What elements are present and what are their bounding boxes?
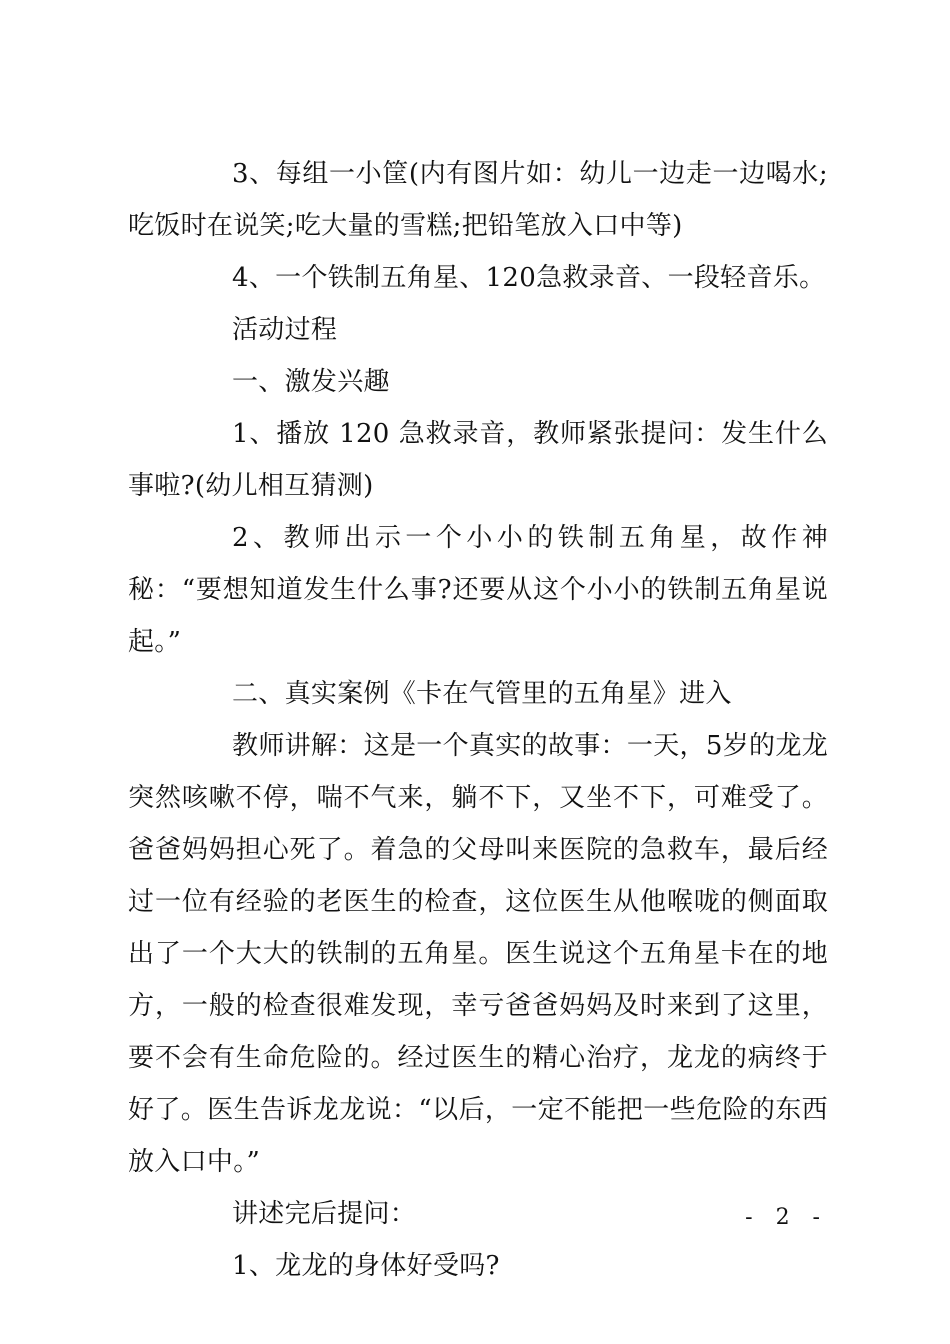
paragraph-step-2: 2、教师出示一个小小的铁制五角星，故作神秘：“要想知道发生什么事?还要从这个小小的铁制五角星说起。”	[128, 523, 828, 657]
page-number: - 2 -	[745, 1205, 828, 1230]
paragraph-questions-intro: 讲述完后提问：	[232, 1199, 417, 1229]
section-heading-part-one: 一、激发兴趣	[232, 367, 390, 397]
section-heading-part-two: 二、真实案例《卡在气管里的五角星》进入	[232, 679, 732, 709]
section-heading-activity-process: 活动过程	[232, 315, 338, 345]
paragraph-materials-3: 3、每组一小筐(内有图片如：幼儿一边走一边喝水;吃饭时在说笑;吃大量的雪糕;把铅笔放入口中等)	[128, 159, 828, 241]
paragraph-story: 教师讲解：这是一个真实的故事：一天，5岁的龙龙突然咳嗽不停，喘不气来，躺不下，又坐不下，可难受了。爸爸妈妈担心死了。着急的父母叫来医院的急救车，最后经过一位有经验的老医生的检查，这位医生从他喉咙的侧面取出了一个大大的铁制的五角星。医生说这个五角星卡在的地方，一般的检查很难发现，幸亏爸爸妈妈及时来到了这里，要不会有生命危险的。经过医生的精心治疗，龙龙的病终于好了。医生告诉龙龙说：“以后，一定不能把一些危险的东西放入口中。”	[128, 731, 828, 1177]
paragraph-materials-4: 4、一个铁制五角星、120急救录音、一段轻音乐。	[232, 263, 826, 293]
document-body	[128, 148, 828, 1292]
paragraph-question-1: 1、龙龙的身体好受吗?	[232, 1251, 500, 1281]
paragraph-step-1: 1、播放 120 急救录音，教师紧张提问：发生什么事啦?(幼儿相互猜测)	[128, 419, 828, 501]
